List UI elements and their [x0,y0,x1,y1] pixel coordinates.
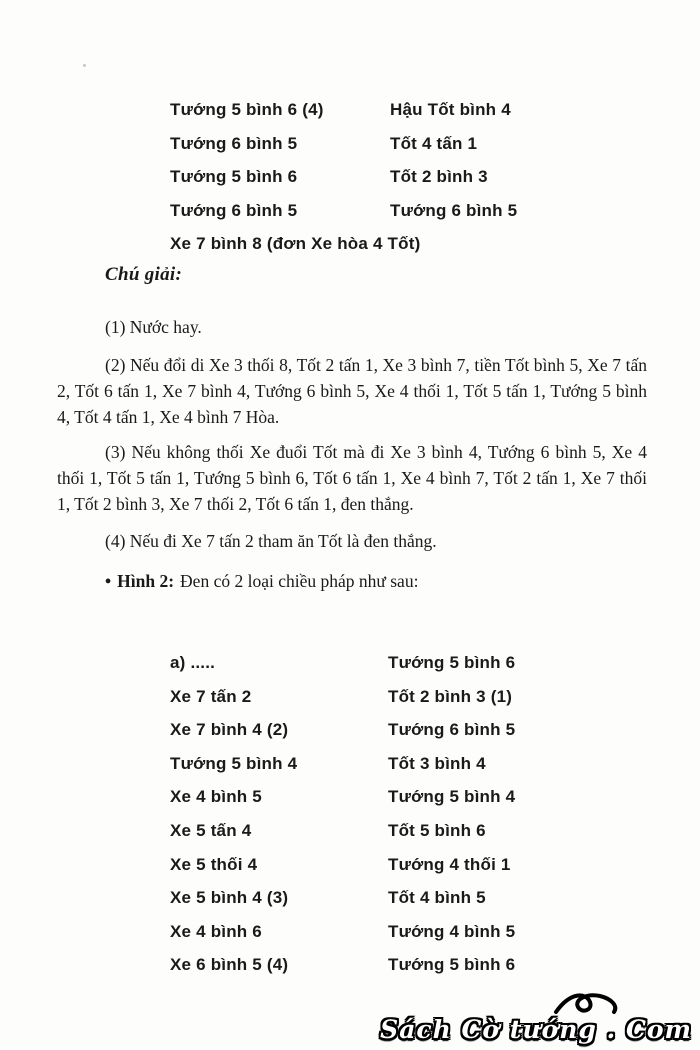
move-cell: Xe 6 bình 5 (4) [170,955,289,975]
move-cell: Xe 7 bình 4 (2) [170,720,289,740]
move-cell: Hậu Tốt bình 4 [390,100,511,119]
moves-table-1 [170,99,517,267]
swirl-flourish-icon [552,990,622,1016]
move-cell: Tướng 5 bình 6 (4) [170,100,324,119]
move-cell: Tốt 2 bình 3 (1) [388,686,513,706]
note-paragraph-1: (1) Nước hay. [105,317,202,337]
notes-heading: Chú giải: [105,264,183,285]
move-cell: Tướng 5 bình 4 [170,753,298,773]
move-cell: Tướng 4 bình 5 [388,921,516,941]
move-cell: Xe 5 thối 4 [170,854,258,874]
note-paragraph-4: (4) Nếu đi Xe 7 tấn 2 tham ăn Tốt là đen thắng. [105,531,437,551]
move-cell: Tướng 5 bình 6 [388,955,516,975]
move-cell: Tốt 4 tấn 1 [390,133,478,153]
move-cell: a) ..... [170,653,216,672]
note-paragraph-2: (2) Nếu đổi di Xe 3 thối 8, Tốt 2 tấn 1, Xe 3 bình 7, tiền Tốt bình 5, Xe 7 tấn 2, Tốt 6 tấn 1, Xe 7 bình 4, Tướng 6 bình 5, Xe 4 thối 1, Tốt 5 tấn 1, Tướng 5 bình 4, Tốt 4 tấn 1, Xe 4 bình 7 Hòa. [57,355,647,427]
move-cell: Tướng 5 bình 6 [388,653,516,672]
move-cell: Tướng 6 bình 5 [388,720,516,740]
notes-section [57,262,647,594]
move-cell: Tướng 5 bình 4 [388,787,516,807]
move-cell: Xe 5 tấn 4 [170,820,252,840]
move-cell: Tốt 2 bình 3 [390,167,488,186]
figure-label: Hình 2: [117,571,175,591]
move-cell: Tướng 6 bình 5 [390,200,518,220]
scan-speck [83,64,86,67]
figure-text: Đen có 2 loại chiều pháp như sau: [180,571,419,591]
move-cell: Xe 7 bình 8 (đơn Xe hòa 4 Tốt) [170,234,421,253]
move-cell: Tướng 6 bình 5 [170,133,298,153]
bullet-icon: • [105,571,112,591]
figure-caption-line [57,568,647,594]
move-cell: Tướng 6 bình 5 [170,200,298,220]
move-cell: Xe 5 bình 4 (3) [170,888,289,908]
move-cell: Tướng 5 bình 6 [170,167,298,186]
move-cell: Xe 7 tấn 2 [170,686,252,706]
moves-table-2 [170,652,515,988]
move-cell: Tốt 5 bình 6 [388,820,486,840]
watermark-text: Sách Cờ tướng . Com [380,1015,692,1044]
move-cell: Tướng 4 thối 1 [388,854,511,874]
move-cell: Tốt 4 bình 5 [388,888,486,908]
move-cell: Tốt 3 bình 4 [388,753,486,773]
move-cell: Xe 4 bình 6 [170,921,262,941]
note-paragraph-3: (3) Nếu không thối Xe đuổi Tốt mà đi Xe 3 bình 4, Tướng 6 bình 5, Xe 4 thối 1, Tốt 5 tấn 1, Tướng 5 bình 6, Tốt 6 tấn 1, Xe 4 bình 7, Tốt 2 tấn 1, Xe 7 thối 1, Tốt 2 bình 3, Xe 7 thối 2, Tốt 6 tấn 1, đen thắng. [57,442,647,514]
move-cell: Xe 4 bình 5 [170,787,262,807]
